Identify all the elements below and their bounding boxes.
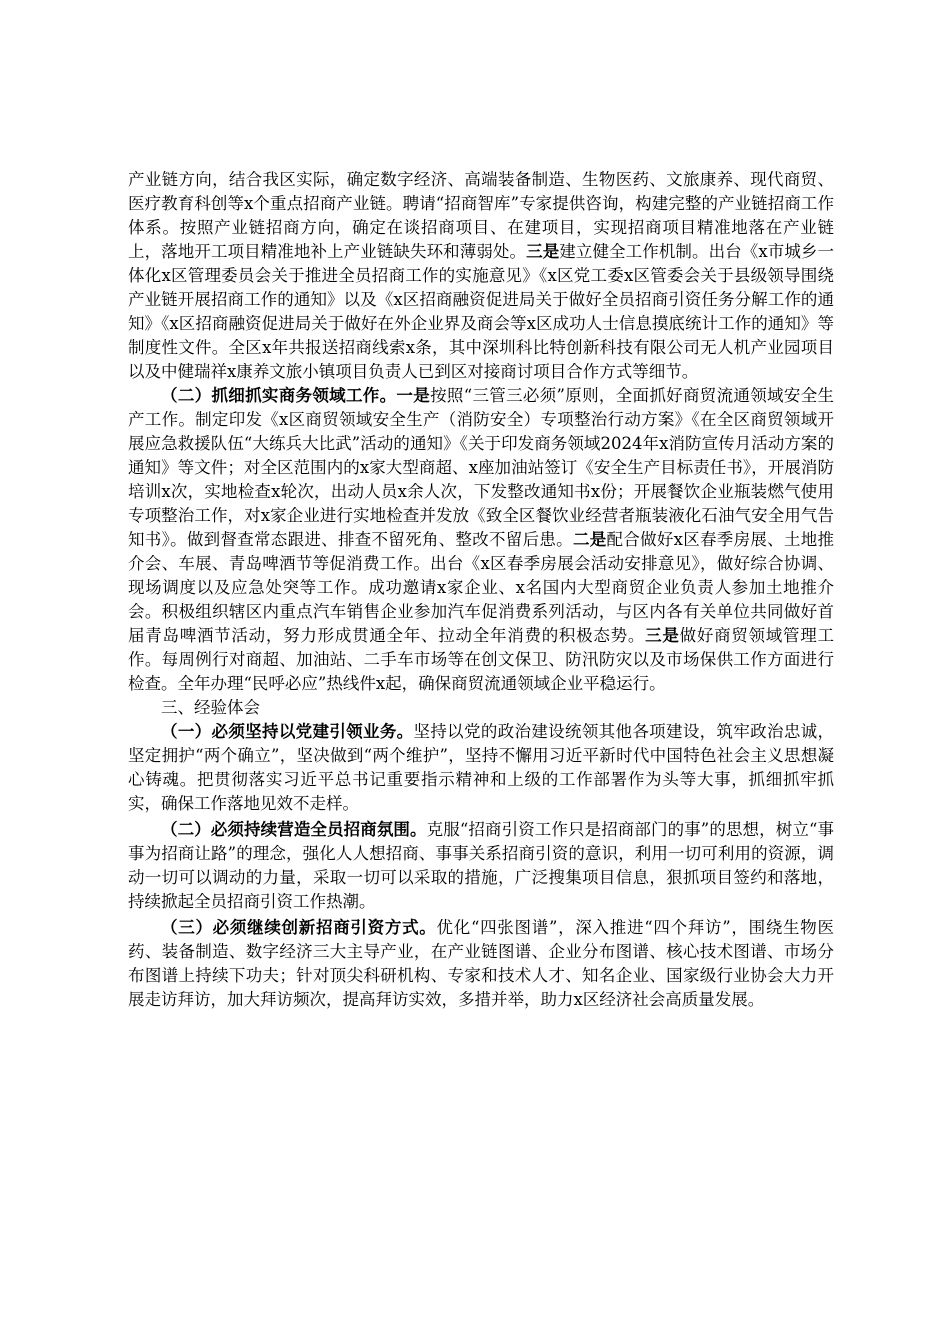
experience-title: （三）必须继续创新招商引资方式。	[161, 918, 437, 937]
paragraph-industry-chain	[128, 168, 834, 384]
emphasis-run: 三是	[526, 242, 560, 261]
emphasis-run: 三是	[645, 626, 680, 645]
experience-body: 优化“四张图谱”，深入推进“四个拜访”，围绕生物医药、装备制造、数字经济三大主导产业，在产业链图谱、企业分布图谱、核心技术图谱、市场分布图谱上持续下功夫；针对顶尖科研机构、专家和技术人才、知名企业、国家级行业协会大力开展走访拜访，加大拜访频次，提高拜访实效，多措并举，助力x区经济社会高质量发展。	[128, 918, 834, 1009]
experience-item-party-building	[128, 720, 834, 816]
section-heading: 三、经验体会	[161, 698, 260, 717]
experience-title: （二）必须持续营造全员招商氛围。	[161, 820, 427, 839]
emphasis-run: 二是	[572, 530, 607, 549]
text-run: 做好商贸领域管理工作。每周例行对商超、加油站、二手车市场等在创文保卫、防汛防灾以及市场保供工作方面进行检查。全年办理“民呼必应”热线件x起，确保商贸流通领域企业平稳运行。	[128, 626, 835, 693]
text-run: 配合做好x区春季房展、土地推介会、车展、青岛啤酒节等促消费工作。出台《x区春季房展会活动安排意见》，做好综合协调、现场调度以及应急处突等工作。成功邀请x家企业、x名国内大型商贸企业负责人参加土地推介会。积极组织辖区内重点汽车销售企业参加汽车促消费系列活动，与区内各有关单位共同做好首届青岛啤酒节活动，努力形成贯通全年、拉动全年消费的积极态势。	[128, 530, 835, 645]
document-page	[128, 168, 834, 1012]
experience-item-investment-atmosphere	[128, 818, 834, 914]
text-run: 建立健全工作机制。出台《x市城乡一体化x区管理委员会关于推进全员招商工作的实施意见》《x区党工委x区管委会关于县级领导围绕产业链开展招商工作的通知》以及《x区招商融资促进局关于做好全员招商引资任务分解工作的通知》《x区招商融资促进局关于做好在外企业界及商会等x区成功人士信息摸底统计工作的通知》等制度性文件。全区x年共报送招商线索x条，其中深圳科比特创新科技有限公司无人机产业园项目以及中健瑞祥x康养文旅小镇项目负责人已到区对接商讨项目合作方式等细节。	[128, 242, 835, 381]
experience-body: 坚持以党的政治建设统领其他各项建设，筑牢政治忠诚，坚定拥护“两个确立”，坚决做到“两个维护”，坚持不懈用习近平新时代中国特色社会主义思想凝心铸魂。把贯彻落实习近平总书记重要指示精神和上级的工作部署作为头等大事，抓细抓牢抓实，确保工作落地见效不走样。	[128, 722, 835, 813]
experience-title: （一）必须坚持以党建引领业务。	[161, 722, 414, 741]
experience-body: 克服“招商引资工作只是招商部门的事”的思想，树立“事事为招商让路”的理念，强化人人想招商、事事关系招商引资的意识，利用一切可利用的资源，调动一切可以调动的力量，采取一切可以采取的措施，广泛搜集项目信息，狠抓项目签约和落地，持续掀起全员招商引资工作热潮。	[128, 820, 834, 911]
paragraph-commerce-work	[128, 384, 834, 696]
text-run: 按照“三管三必须”原则，全面抓好商贸流通领域安全生产工作。制定印发《x区商贸领域安全生产（消防安全）专项整治行动方案》《在全区商贸领域开展应急救援队伍“大练兵大比武”活动的通知》《关于印发商务领域2024年x消防宣传月活动方案的通知》等文件；对全区范围内的x家大型商超、x座加油站签订《安全生产目标责任书》，开展消防培训x次，实地检查x轮次，出动人员x余人次，下发整改通知书x份；开展餐饮企业瓶装燃气使用专项整治工作，对x家企业进行实地检查并发放《致全区餐饮业经营者瓶装液化石油气安全用气告知书》。做到督查常态跟进、排查不留死角、整改不留后患。	[128, 386, 835, 549]
emphasis-run: 一是	[396, 386, 431, 405]
subheading-run: （二）抓细抓实商务领域工作。	[161, 386, 397, 405]
experience-item-investment-methods	[128, 916, 834, 1012]
text-run: 产业链方向，结合我区实际，确定数字经济、高端装备制造、生物医药、文旅康养、现代商贸、医疗教育科创等x个重点招商产业链。聘请“招商智库”专家提供咨询，构建完整的产业链招商工作体系。按照产业链招商方向，确定在谈招商项目、在建项目，实现招商项目精准地落在产业链上，落地开工项目精准地补上产业链缺失环和薄弱处。	[128, 170, 834, 261]
